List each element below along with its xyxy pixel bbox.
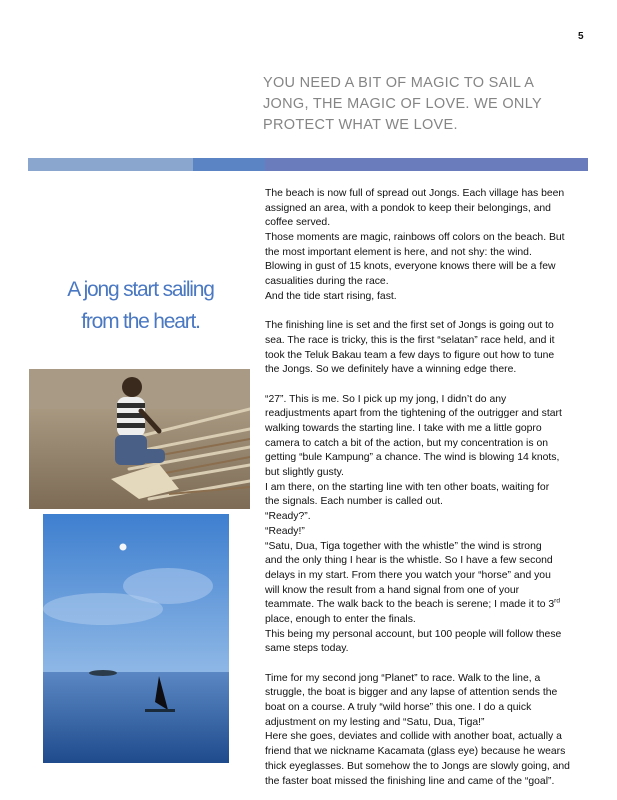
text-line: same steps today. [265,643,349,655]
text-line: camera to catch a bit of the action, but my concentration is on [265,437,549,449]
side-heading [28,274,253,338]
text-line: getting “bule Kampung” a chance. The wind is blowing 14 knots, [265,452,560,464]
text-line: the Jongs. So we definitely have a winning edge there. [265,364,517,376]
text-line: “Ready?”. [265,511,311,523]
pull-quote-line: JONG, THE MAGIC OF LOVE. WE ONLY [263,96,542,112]
text-line: delays in my start. From there you watch your “horse” and you [265,569,551,581]
text-line: This being my personal account, but 100 people will follow these [265,628,562,640]
sailing-jong-photo [43,514,229,763]
pull-quote [263,73,573,136]
text-line: boat on a course. A truly “wild horse” this one. I do a quick [265,702,532,714]
text-line: thick eyeglasses. But somehow the to Jongs are slowly going, and [265,760,570,772]
text-line: the most important element is here, and not shy: the wind. [265,246,532,258]
text-line [265,598,595,613]
side-heading-line: from the heart. [81,310,200,333]
pull-quote-line: YOU NEED A BIT OF MAGIC TO SAIL A [263,75,535,91]
text-line: friend that we nickname Kacamata (glass eye) because he wears [265,746,566,758]
text-line: assigned an area, with a pondok to keep their belongings, and [265,202,551,214]
text-line: struggle, the boat is bigger and any lapse of attention sends the [265,687,558,699]
text-line: “27”. This is me. So I pick up my jong, I didn’t do any [265,393,507,405]
divider-bar-left [28,158,193,171]
divider-bar-middle [193,158,265,171]
boat-building-photo [29,369,250,509]
pull-quote-line: PROTECT WHAT WE LOVE. [263,117,458,133]
text-line: and the only thing I hear is the whistle. So I have a few second [265,555,553,567]
text-line: Time for my second jong “Planet” to race. Walk to the line, a [265,672,541,684]
text-line: casualities during the race. [265,276,389,288]
text-line: And the tide start rising, fast. [265,290,397,302]
text-line: but slightly gusty. [265,467,344,479]
text-line: I am there, on the starting line with ten other boats, waiting for [265,481,550,493]
text-line: took the Teluk Bakau team a few days to figure out how to tune [265,349,555,361]
ordinal-suffix: rd [554,597,560,605]
text-line: The beach is now full of spread out Jongs. Each village has been [265,188,565,199]
article-body [265,187,595,789]
text-line-fragment: teammate. The walk back to the beach is serene; I made it to 3 [265,599,555,611]
text-line: “Satu, Dua, Tiga together with the whistle” the wind is strong [265,540,542,552]
text-line: will know the result from a hand signal from one of your [265,584,520,596]
moon-icon [120,544,127,551]
text-line: Those moments are magic, rainbows off colors on the beach. But [265,232,565,244]
side-heading-line: A jong start sailing [67,278,214,301]
text-line: The finishing line is set and the first set of Jongs is going out to [265,320,554,332]
text-line: place, enough to enter the finals. [265,613,416,625]
text-line: walking towards the starting line. I take with me a little gopro [265,423,542,434]
text-line: Blowing in gust of 15 knots, everyone knows there will be a few [265,261,556,273]
text-line: readjustments apart from the tightening of the outrigger and start [265,408,562,420]
text-line: Here she goes, deviates and collide with another boat, actually a [265,731,562,743]
text-line: sea. The race is tricky, this is the first “selatan” race held, and it [265,334,555,346]
island-icon [89,670,117,676]
page-number: 5 [578,31,584,42]
text-line: coffee served. [265,217,331,229]
text-line: the signals. Each number is called out. [265,496,443,508]
text-line: adjustment on my lesting and “Satu, Dua, Tiga!” [265,716,485,728]
divider-bar-right [265,158,588,171]
text-line: “Ready!” [265,525,305,537]
text-line: the faster boat missed the finishing line and came of the “goal”. [265,775,555,787]
